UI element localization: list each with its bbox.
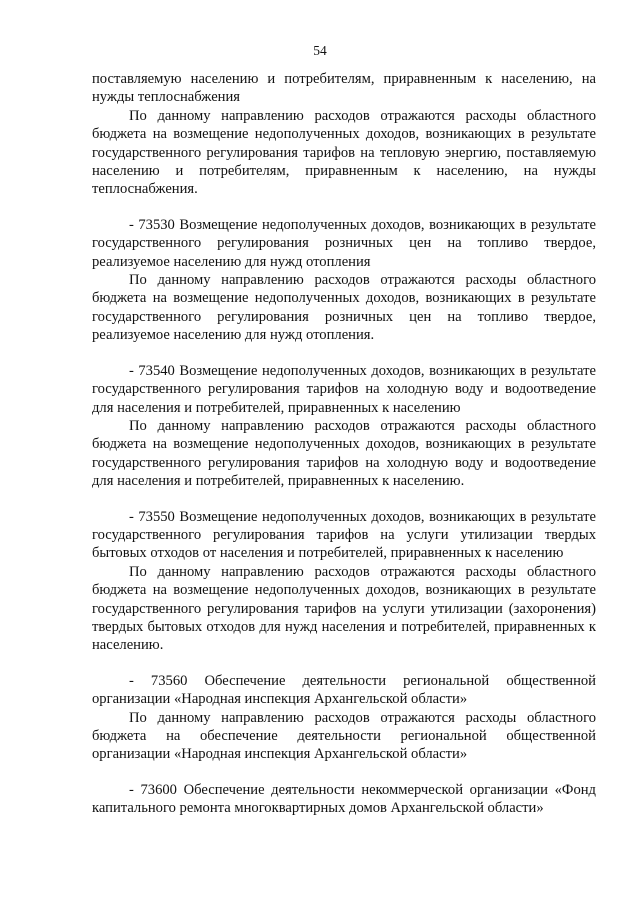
paragraph-item-73560: - 73560 Обеспечение деятельности региональной общественной организации «Народная инспекция Архангельской области»	[92, 672, 596, 708]
section-gap	[92, 764, 596, 781]
paragraph-continuation: поставляемую населению и потребителям, приравненным к населению, на нужды теплоснабжения	[92, 71, 596, 106]
paragraph-description: По данному направлению расходов отражаются расходы областного бюджета на возмещение недополученных доходов, возникающих в результате государственного регулирования тарифов на услуги утилизации (захоронения) твердых бытовых отходов для нужд населения и потребителей, приравненных к населению.	[92, 563, 596, 654]
paragraph-item-73540: - 73540 Возмещение недополученных доходов, возникающих в результате государственного регулирования тарифов на холодную воду и водоотведение для населения и потребителей, приравненных к населению	[92, 362, 596, 416]
page-number: 54	[313, 43, 327, 58]
paragraph-description: По данному направлению расходов отражаются расходы областного бюджета на возмещение недополученных доходов, возникающих в результате государственного регулирования розничных цен на топливо твердое, реализуемое населению для нужд отопления.	[92, 272, 596, 344]
paragraph-item-73530: - 73530 Возмещение недополученных доходов, возникающих в результате государственного регулирования розничных цен на топливо твердое, реализуемое населению для нужд отопления	[92, 216, 596, 270]
section-gap	[92, 491, 596, 508]
section-gap	[92, 655, 596, 672]
paragraph-item-73600: - 73600 Обеспечение деятельности некоммерческой организации «Фонд капитального ремонта многоквартирных домов Архангельской области»	[92, 781, 596, 817]
paragraph-description: По данному направлению расходов отражаются расходы областного бюджета на обеспечение деятельности региональной общественной организации «Народная инспекция Архангельской области»	[92, 709, 596, 763]
paragraph-description: По данному направлению расходов отражаются расходы областного бюджета на возмещение недополученных доходов, возникающих в результате государственного регулирования тарифов на холодную воду и водоотведение для населения и потребителей, приравненных к населению.	[92, 417, 596, 490]
section-gap	[92, 199, 596, 216]
paragraph-item-73550: - 73550 Возмещение недополученных доходов, возникающих в результате государственного регулирования тарифов на услуги утилизации твердых бытовых отходов от населения и потребителей, приравненных к населению	[92, 508, 596, 562]
paragraph-description: По данному направлению расходов отражаются расходы областного бюджета на возмещение недополученных доходов, возникающих в результате государственного регулирования тарифов на тепловую энергию, поставляемую населению и потребителям, приравненным к населению, на нужды теплоснабжения.	[92, 107, 596, 198]
document-body	[92, 70, 596, 818]
section-gap	[92, 345, 596, 362]
